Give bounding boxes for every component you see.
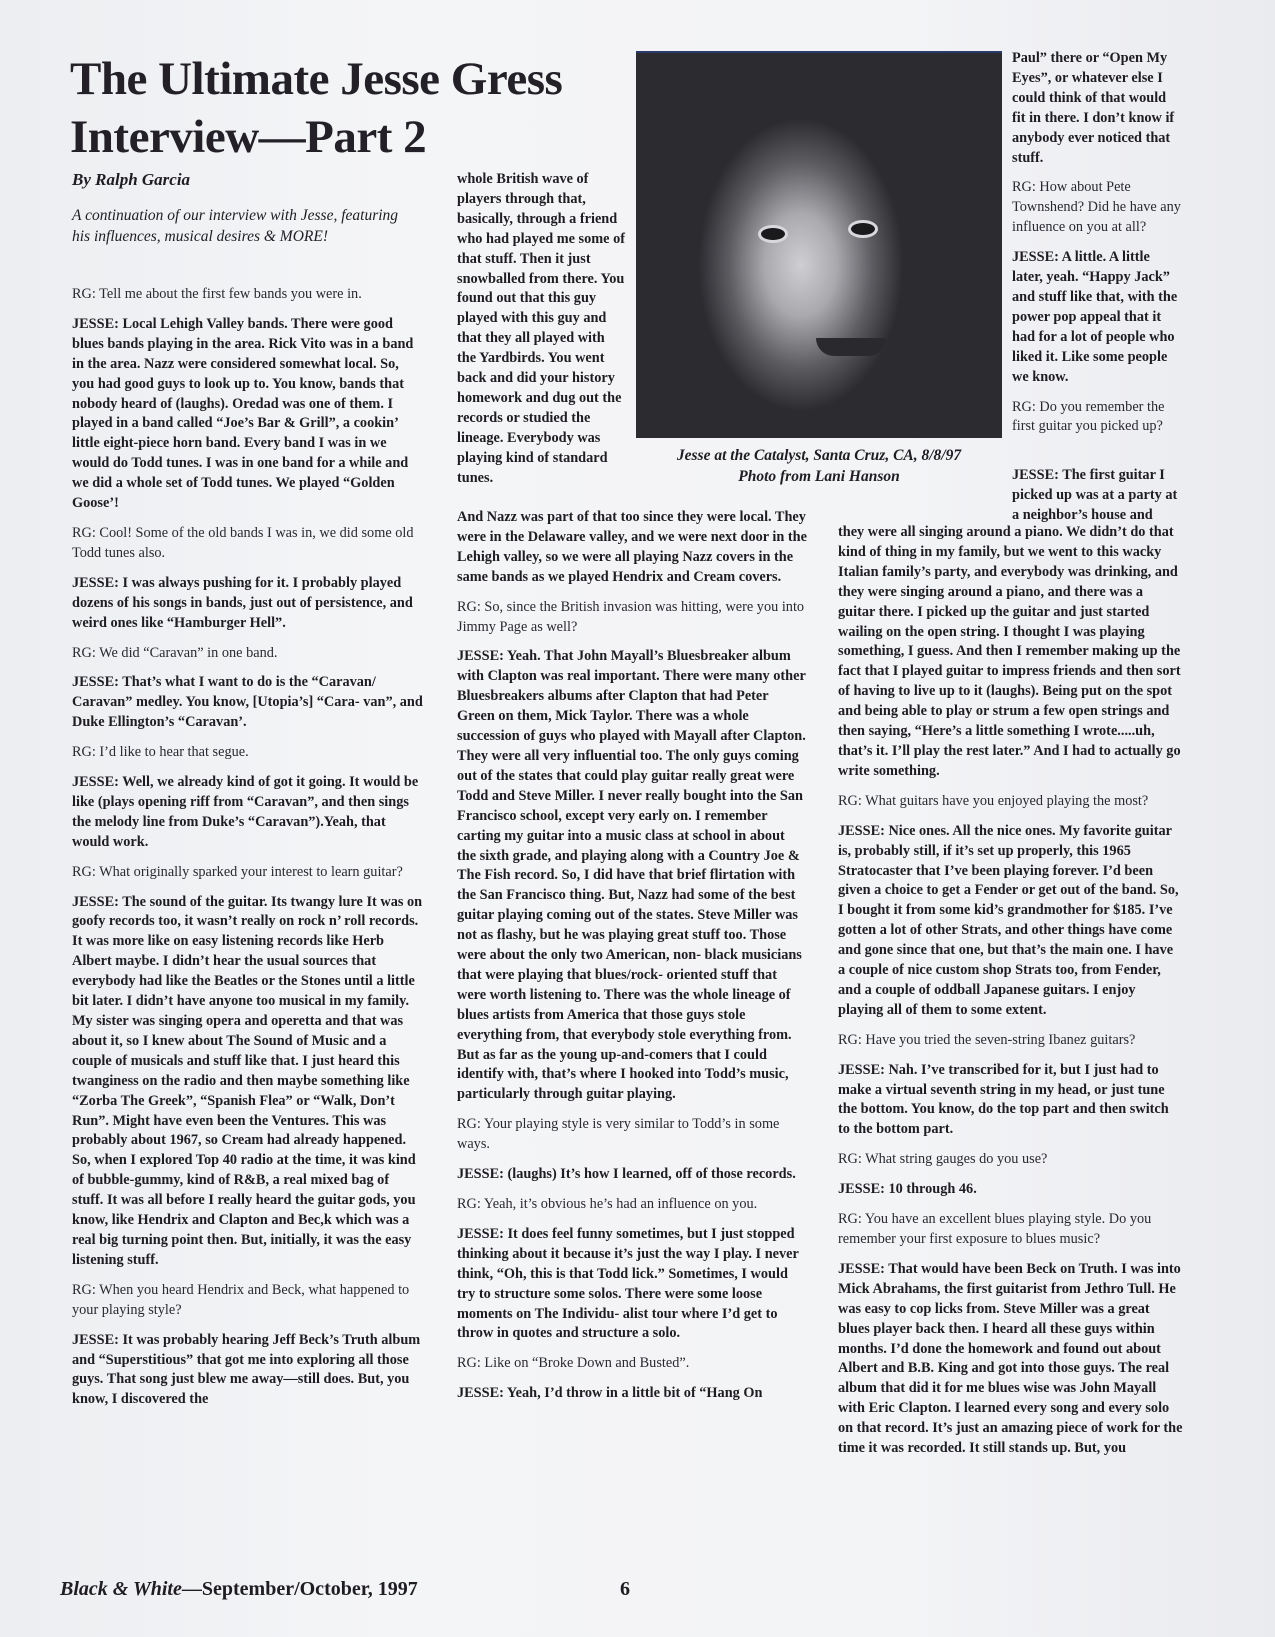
jesse-answer: And Nazz was part of that too since they were local. They were in the Delaware valley, and we were next door in the Lehigh valley, so we were all playing Nazz covers in the same bands as we played Hendrix and Cream covers. [457, 509, 807, 585]
jesse-answer: JESSE: (laughs) It’s how I learned, off of those records. [457, 1166, 796, 1183]
interviewer-question: RG: Your playing style is very similar to Todd’s in some ways. [457, 1116, 780, 1153]
interviewer-question: RG: Cool! Some of the old bands I was in, we did some old Todd tunes also. [72, 524, 414, 561]
page-number: 6 [620, 1578, 630, 1600]
interviewer-question: RG: You have an excellent blues playing style. Do you remember your first exposure to blues music? [838, 1211, 1152, 1247]
publication-name: Black & White [60, 1578, 182, 1600]
footer-publication [60, 1578, 418, 1601]
jesse-answer: JESSE: Well, we already kind of got it going. It would be like (plays opening riff from “Caravan”, and then sings the melody line from Duke’s “Caravan”).Yeah, that would work. [72, 774, 419, 850]
jesse-answer: JESSE: Yeah. That John Mayall’s Bluesbreaker album with Clapton was real important. There were many other Bluesbreakers albums after Clapton that had Peter Green on them, Mick Taylor. There was a whole succession of guys who played with Mayall after Clapton. They were all very influential too. The only guys coming out of the states that could play guitar really great were Todd and Steve Miller. I never really bought into the San Francisco school, except very early on. I remember carting my guitar into a music class at school in about the sixth grade, and playing along with a Country Joe & The Fish record. So, I did have that brief flirtation with the San Francisco thing. But, Nazz had some of the best guitar playing coming out of the states. Steve Miller was not as flashy, but he was playing great stuff too. Those were about the only two American, non- black musicians that were playing that blues/rock- oriented stuff that were worth listening to. There was the whole lineage of blues artists from America that those guys stole everything from, that everybody stole everything from. But as far as the young up-and-comers that I could identify with, that’s where I hooked into Todd’s music, particularly through guitar playing. [457, 648, 806, 1103]
jesse-answer: JESSE: It does feel funny sometimes, but I just stopped thinking about it because it’s just the way I play. I never think, “Oh, this is that Todd lick.” Sometimes, I would try to structure some solos. There were some loose moments on The Individu- alist tour where I’d get to throw in quotes and structure a solo. [457, 1225, 799, 1342]
jesse-photo [636, 51, 1002, 438]
photo-caption-line-2: Photo from Lani Hanson [738, 468, 900, 485]
interviewer-question: RG: Have you tried the seven-string Ibanez guitars? [838, 1031, 1136, 1048]
jesse-answer: JESSE: It was probably hearing Jeff Beck’s Truth album and “Superstitious” that got me into exploring all those guys. That song just blew me away—still does. But, you know, I discovered the [72, 1331, 421, 1408]
jesse-answer: whole British wave of players through that, basically, through a friend who had played me some of that stuff. Then it just snowballed from there. You found out that this guy played with this guy and that they all played with the Yardbirds. You went back and did your history homework and dug out the records or studied the lineage. Everybody was playing kind of standard tunes. [457, 171, 625, 486]
article-title: The Ultimate Jesse Gress Interview—Part 2 [70, 53, 563, 163]
jesse-answer: JESSE: I was always pushing for it. I probably played dozens of his songs in bands, just out of persistence, and weird ones like “Hamburger Hell”. [72, 574, 413, 631]
jesse-answer: JESSE: The sound of the guitar. Its twangy lure It was on goofy records too, it wasn’t really on rock n’ roll records. It was more like on easy listening records like Herb Albert maybe. I didn’t hear the usual sources that everybody had like the Beatles or the Stones until a little bit later. I didn’t have anyone too musical in my family. My sister was singing opera and operetta and that was about it, so I knew about The Sound of Music and a couple of musicals and stuff like that. I just heard this twanginess on the radio and then maybe something like “Zorba The Greek”, “Spanish Flea” or “Walk, Don’t Run”. Might have even been the Ventures. This was probably about 1967, so Cream had already happened. So, when I explored Top 40 radio at the time, it was kind of bubble-gummy, kind of R&B, a real mixed bag of stuff. It was all before I really heard the guitar gods, you know, like Hendrix and Clapton and Bec,k which was a real big turning point then. But, initially, it was the easy listening stuff. [72, 893, 423, 1268]
interviewer-question: RG: Do you remember the first guitar you picked up? [1012, 398, 1165, 435]
jesse-answer: JESSE: Local Lehigh Valley bands. There were good blues bands playing in the area. Rick Vito was in a band in the area. Nazz were considered somewhat local. So, you had good guys to look up to. You know, bands that nobody heard of (laughs). Oredad was one of them. I played in a band called “Joe’s Bar & Grill”, a cookin’ little eight-piece horn band. Every band I was in we would do Todd tunes. I was in one band for a while and we did a whole set of Todd tunes. We played “Golden Goose’! [72, 315, 414, 512]
photo-eye-left [761, 228, 785, 240]
interviewer-question: RG: What originally sparked your interest to learn guitar? [72, 863, 403, 880]
jesse-answer: JESSE: 10 through 46. [838, 1181, 977, 1198]
column-2-bottom [457, 508, 807, 1414]
column-2-top [457, 170, 627, 499]
jesse-answer: JESSE: The first guitar I picked up was at a party at a neighbor’s house and [1012, 467, 1178, 523]
interviewer-question: RG: Yeah, it’s obvious he’s had an influence on you. [457, 1196, 758, 1212]
interviewer-question: RG: When you heard Hendrix and Beck, what happened to your playing style? [72, 1281, 410, 1318]
jesse-answer: JESSE: Nice ones. All the nice ones. My favorite guitar is, probably still, if it’s set up properly, this 1965 Stratocaster that I’ve been playing forever. I’d been given a choice to get a Fender or get out of the band. So, I bought it from some kid’s grandmother for $185. I’ve gotten a lot of other Strats, and other things have come and gone since that one, but that’s the main one. I have a couple of nice custom shop Strats too, from Fender, and a couple of oddball Japanese guitars. I enjoy playing all of them to some extent. [838, 822, 1179, 1018]
interviewer-question: RG: How about Pete Townshend? Did he have any influence on you at all? [1012, 179, 1181, 236]
byline: By Ralph Garcia [72, 170, 191, 189]
jesse-answer: JESSE: Yeah, I’d throw in a little bit of “Hang On [457, 1385, 763, 1402]
jesse-answer: Paul” there or “Open My Eyes”, or whatever else I could think of that would fit in there. I don’t know if anybody ever noticed that stuff. [1012, 50, 1175, 166]
interviewer-question: RG: So, since the British invasion was hitting, were you into Jimmy Page as well? [457, 598, 805, 635]
interviewer-question: RG: What guitars have you enjoyed playing the most? [838, 792, 1149, 809]
article-intro: A continuation of our interview with Jesse, featuring his influences, musical desires & MORE! [72, 207, 399, 245]
interviewer-question: RG: We did “Caravan” in one band. [72, 644, 278, 661]
issue-date: —September/October, 1997 [181, 1578, 418, 1600]
column-3-top [1012, 49, 1182, 447]
jesse-answer: JESSE: That’s what I want to do is the “Caravan/ Caravan” medley. You know, [Utopia’s] “Cara- van”, and Duke Ellington’s “Caravan’. [72, 674, 423, 731]
column-1 [72, 285, 424, 1420]
interviewer-question: RG: Like on “Broke Down and Busted”. [457, 1355, 690, 1372]
photo-caption-line-1: Jesse at the Catalyst, Santa Cruz, CA, 8/8/97 [676, 447, 962, 464]
photo-smile [816, 338, 886, 356]
jesse-answer: JESSE: That would have been Beck on Truth. I was into Mick Abrahams, the first guitarist from Jethro Tull. He was easy to cop licks from. Steve Miller was a great blues player back then. I heard all these guys within months. I’d done the homework and found out about Albert and B.B. King and got into those guys. The real album that did it for me blues wise was John Mayall with Eric Clapton. I learned every song and every solo on that record. It’s just an amazing piece of work for the time it was recorded. It still stands up. But, you [838, 1260, 1183, 1457]
interviewer-question: RG: What string gauges do you use? [838, 1151, 1048, 1168]
jesse-answer: JESSE: A little. A little later, yeah. “Happy Jack” and stuff like that, with the power pop appeal that it had for a lot of people who liked it. Like some people we know. [1012, 249, 1178, 385]
photo-eye-right [851, 223, 875, 235]
photo-caption [636, 445, 1002, 487]
column-3-bottom [838, 523, 1183, 1469]
interviewer-question: RG: I’d like to hear that segue. [72, 744, 249, 761]
interviewer-question: RG: Tell me about the first few bands you were in. [72, 286, 362, 302]
jesse-answer: JESSE: Nah. I’ve transcribed for it, but I just had to make a virtual seventh string in my head, or just tune the bottom. You know, do the top part and then switch to the bottom part. [838, 1061, 1169, 1138]
jesse-answer: they were all singing around a piano. We didn’t do that kind of thing in my family, but we went to this wacky Italian family’s party, and everybody was drinking, and they were singing around a piano, and there was a guitar there. I picked up the guitar and just started wailing on the open string. I thought I was playing something, I guess. And then I remember making up the fact that I played guitar to impress friends and then sort of having to live up to it (laughs). Being put on the spot and being able to play or strum a few open strings and then saying, “Here’s a little something I wrote.....uh, that’s it. I’ll play the rest later.” And I had to actually go write something. [838, 524, 1181, 779]
